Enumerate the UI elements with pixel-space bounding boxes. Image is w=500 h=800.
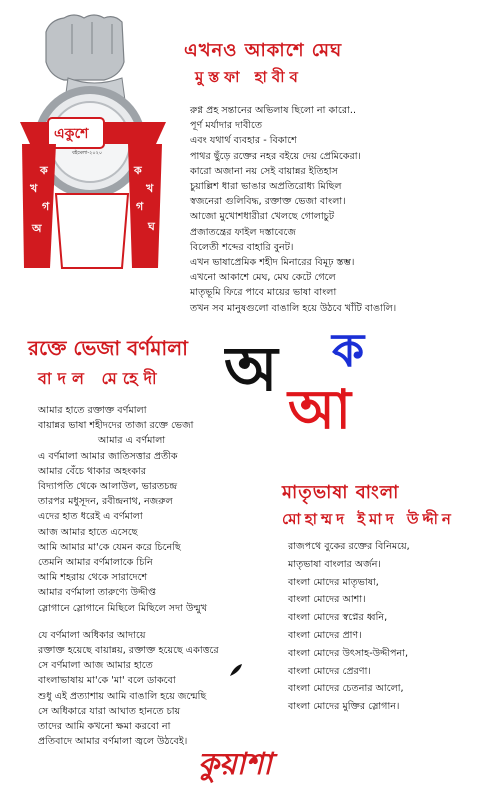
- poem1-line: আজো মুখোশধারীরা খেলছে গোলাচুট: [190, 211, 335, 223]
- poem2-author: বাদল মেহেদী: [38, 369, 163, 388]
- base-letter-right-1: ক: [134, 164, 142, 177]
- decor-letter-red: আ: [288, 378, 351, 440]
- poem1-line: এখন ভাষাপ্রেমিক শহীদ মিনারের বিমূঢ় স্তম্ভ।: [190, 257, 355, 269]
- decor-letter-blue: ক: [332, 323, 365, 377]
- poem2-line: সে অধিকারে যারা আঘাত হানতে চায়: [38, 705, 181, 717]
- poem1-line: বিলেতী শব্দের বাহারি বুনট।: [190, 241, 294, 253]
- poem1-line: মাতৃভূমি ফিরে পাবে মায়ের ভাষা বাংলা: [190, 287, 337, 299]
- poem1-title: এখনও আকাশে মেঘ: [184, 40, 343, 61]
- leaf-icon: [228, 662, 244, 678]
- poem1-body: [190, 103, 396, 316]
- poem3-line: রাজপথে বুকের রক্তের বিনিময়ে,: [288, 541, 410, 552]
- poem1-line: রুগ্ন প্রহ সন্তানের অভিলাষ ছিলো না কারো..: [190, 105, 356, 116]
- monument-subtext: বইমেলা-২০২০: [72, 150, 103, 156]
- poem3-line: বাংলা মোদের স্বপ্নের ধ্বনি,: [288, 612, 388, 624]
- poem2-line: সে বর্ণমালা আজ আমার হাতে: [38, 660, 153, 672]
- base-letter-right-4: ঘ: [148, 220, 155, 233]
- poem2-line: বায়ান্নর ভাষা শহীদদের তাজা রক্তে ভেজা: [38, 420, 194, 432]
- poem1-line: এবং যথার্থ ব্যবহার - বিকাশে: [190, 135, 297, 147]
- poem1-line: পাথর ছুঁড়ে রক্তের নহর বইয়ে দেয় প্রেমিকেরা।: [190, 150, 361, 162]
- poem3-line: বাংলা মোদের উৎসাহ-উদ্দীপনা,: [288, 647, 409, 659]
- poem2-line: আমি শহরায় থেকে সারাদেশে: [38, 572, 148, 584]
- poem3-title: মাতৃভাষা বাংলা: [282, 482, 400, 503]
- decorative-letters: [224, 320, 394, 440]
- poem2-line: আমার হাতে রক্তাক্ত বর্ণমালা: [38, 405, 147, 416]
- poem2-line: প্রতিবাদে আমার বর্ণমালা জ্বলে উঠবেই।: [38, 736, 188, 748]
- poem1-line: স্বজনেরা গুলিবিদ্ধ, রক্তাক্ত ভেজা বাংলা।: [190, 196, 346, 208]
- poem3-line: বাংলা মোদের প্রাণ।: [288, 629, 362, 641]
- poem1-line: তখন সব মানুষগুলো বাঙালি হয়ে উঠবে খাঁটি বাঙালি।: [190, 302, 397, 314]
- shaheed-minar-illustration: [12, 14, 174, 276]
- poem1-line: কারো অজানা নয় সেই বায়ান্নর ইতিহাস: [190, 165, 338, 177]
- poem2-line: এদের হাত ধরেই এ বর্ণমালা: [38, 511, 143, 523]
- poem2-line: রক্তাক্ত হয়েছে বায়ান্নয়, রক্তাক্ত হয়েছে একাত্তরে: [38, 645, 219, 657]
- poem3-line: বাংলা মোদের মাতৃভাষা,: [288, 576, 379, 588]
- poem2-title: রক্তে ভেজা বর্ণমালা: [28, 336, 188, 360]
- kuasha-logo: কুয়াশা: [198, 747, 272, 782]
- poem1-author: মুস্তফা হাবীব: [195, 68, 303, 86]
- poem2-line: আমার বর্ণমালা তারুণ্যে উদ্দীপ্ত: [38, 587, 156, 599]
- poem2-line: আমি আমার মা'কে যেমন করে চিনেছি: [38, 541, 181, 553]
- poem2-line: আমার বেঁচে থাকার অহংকার: [38, 465, 147, 477]
- poem2-line: আজ আমার হাতে এসেছে: [38, 526, 138, 538]
- poem2-line: তারপর মধুসূদন, রবীন্দ্রনাথ, নজরুল: [38, 496, 173, 508]
- poem2-line: তেমনি আমার বর্ণমালাকে চিনি: [38, 557, 153, 569]
- poem3-line: বাংলা মোদের আশা।: [288, 594, 366, 606]
- poem3-line: বাংলা মোদের প্রেরণা।: [288, 665, 371, 677]
- poem3-author: মোহাম্মদ ইমাদ উদ্দীন: [282, 510, 455, 528]
- poem2-line: তাদের আমি কখনো ক্ষমা করবো না: [38, 721, 171, 733]
- poem3-line: বাংলা মোদের মুক্তির স্লোগান।: [288, 701, 400, 713]
- base-letter-left-4: অ: [32, 222, 42, 235]
- poem2-line: বিদ্যাপতি থেকে আলাউল, ভারতচন্দ্র: [38, 481, 178, 493]
- poem1-line: চুয়াল্লিশ ধারা ভাঙার অপ্রতিরোধ্য মিছিল: [190, 181, 342, 193]
- base-letter-right-2: খ: [146, 182, 154, 195]
- poem2-line: আমার এ বর্ণমালা: [98, 435, 166, 447]
- poem1-line: এখনো আকাশে মেঘ, মেঘ কেটে গেলে: [190, 272, 336, 284]
- base-letter-left-2: খ: [30, 182, 38, 195]
- monument-brand: একুশে: [54, 126, 89, 142]
- poem3-line: বাংলা মোদের চেতনার আলো,: [288, 683, 404, 695]
- base-letter-left-1: ক: [40, 164, 48, 177]
- poem2-body: [38, 403, 219, 749]
- poem2-line: বাংলাভাষায় মা'কে 'মা' বলে ডাকবো: [38, 675, 176, 687]
- poem1-line: পূর্ণ মর্যাদার দাবীতে: [190, 120, 263, 132]
- poem2-line: শুধু এই প্রত্যাশায় আমি বাঙালি হয়ে জন্মেছি: [38, 690, 207, 702]
- poem2-line: এ বর্ণমালা আমার জাতিসত্তার প্রতীক: [38, 450, 178, 462]
- base-letter-left-3: গ: [42, 200, 50, 213]
- poem1-line: প্রজাতন্ত্রের ফাইল দস্তাবেজে: [190, 226, 296, 238]
- poem2-line: যে বর্ণমালা অধিকার আদায়ে: [38, 629, 146, 641]
- poem2-line: স্লোগানে স্লোগানে মিছিলে মিছিলে সদা উন্মুখ: [38, 602, 208, 614]
- base-letter-right-3: গ: [136, 200, 144, 213]
- decor-letter-black: অ: [224, 332, 278, 405]
- poem3-body: [288, 538, 410, 716]
- poem3-line: মাতৃভাষা বাংলার অর্জন।: [288, 558, 381, 570]
